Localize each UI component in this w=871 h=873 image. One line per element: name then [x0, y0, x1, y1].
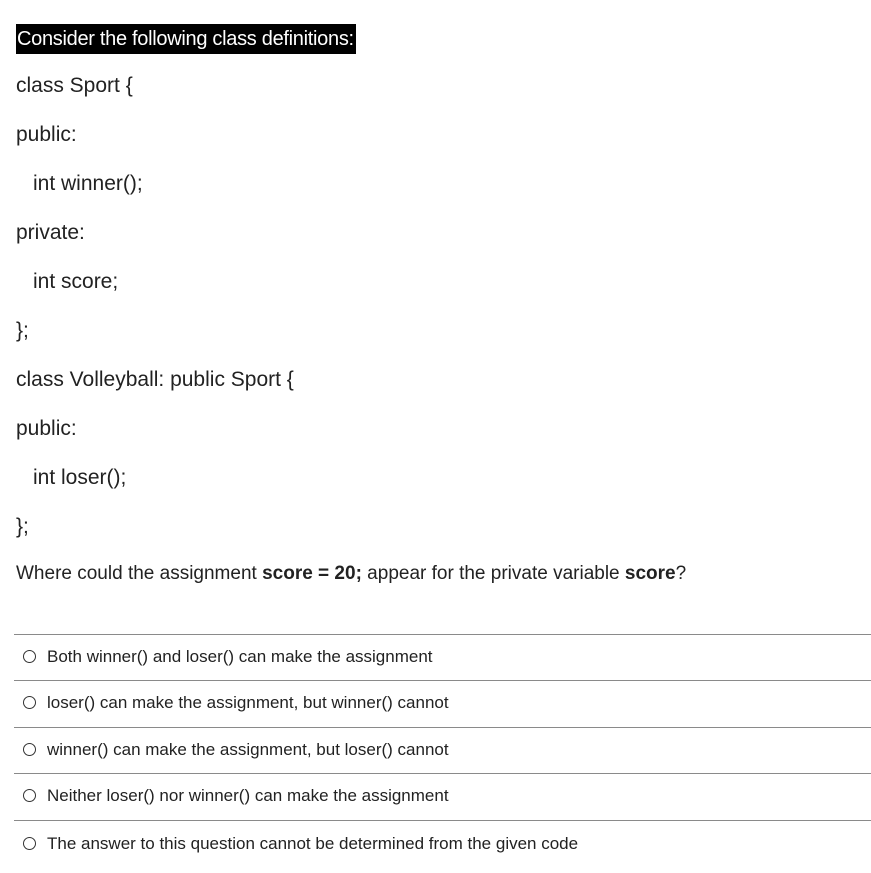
prompt-bold-assignment: score = 20;: [262, 563, 362, 584]
answer-option-3[interactable]: [14, 727, 871, 773]
answer-option-2[interactable]: [14, 680, 871, 727]
answer-options: [14, 634, 871, 872]
code-line: class Sport {: [16, 74, 133, 97]
answer-option-5[interactable]: [14, 820, 871, 872]
radio-button[interactable]: [23, 837, 36, 850]
code-line: int winner();: [33, 172, 143, 195]
prompt-text: ?: [675, 563, 687, 584]
answer-option-label[interactable]: loser() can make the assignment, but winner() cannot: [47, 693, 449, 712]
radio-button[interactable]: [23, 789, 36, 802]
code-line: };: [16, 319, 29, 342]
answer-option-4[interactable]: [14, 773, 871, 820]
question-prompt: [16, 561, 686, 587]
code-line: public:: [16, 123, 77, 146]
code-line: };: [16, 515, 29, 538]
radio-button[interactable]: [23, 696, 36, 709]
code-line: class Volleyball: public Sport {: [16, 368, 294, 391]
code-line: private:: [16, 221, 85, 244]
answer-option-label[interactable]: Neither loser() nor winner() can make the assignment: [47, 786, 449, 805]
answer-option-label[interactable]: Both winner() and loser() can make the assignment: [47, 647, 433, 666]
radio-button[interactable]: [23, 743, 36, 756]
question-body: [16, 24, 856, 584]
answer-option-1[interactable]: [14, 634, 871, 680]
question-heading: Consider the following class definitions:: [16, 24, 356, 54]
radio-button[interactable]: [23, 650, 36, 663]
code-line: int score;: [33, 270, 119, 293]
prompt-text: Where could the assignment: [16, 563, 263, 584]
code-line: int loser();: [33, 466, 127, 489]
answer-option-label[interactable]: winner() can make the assignment, but loser() cannot: [47, 740, 449, 759]
code-line: public:: [16, 417, 77, 440]
prompt-text: appear for the private variable: [361, 563, 625, 584]
prompt-bold-variable: score: [624, 563, 676, 584]
answer-option-label[interactable]: The answer to this question cannot be determined from the given code: [47, 834, 579, 853]
